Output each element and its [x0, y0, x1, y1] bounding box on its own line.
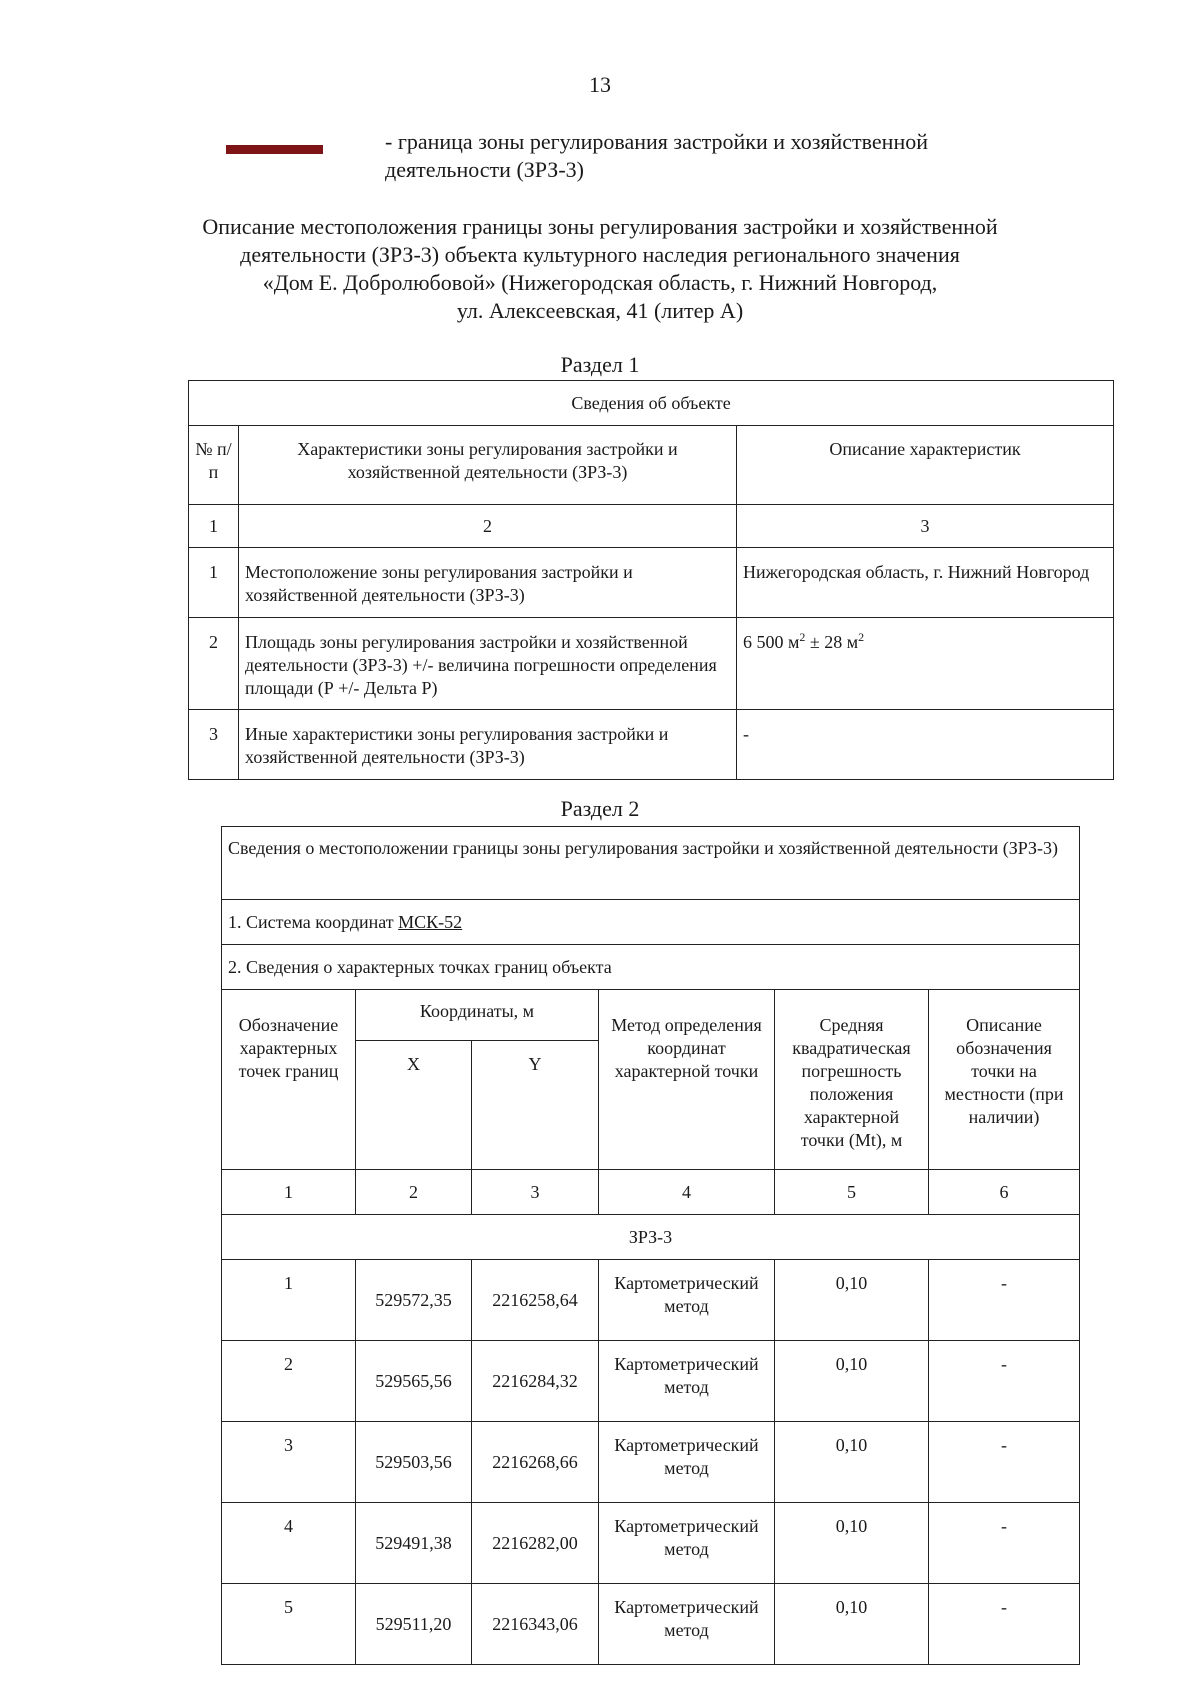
area-tolerance: ± 28 м [805, 632, 859, 652]
point-method: Картометрический метод [599, 1341, 775, 1422]
boundary-description [140, 213, 1060, 325]
row-value [737, 618, 1114, 710]
table-row [189, 548, 1114, 618]
page-number: 13 [589, 72, 611, 97]
point-id: 4 [222, 1503, 356, 1584]
point-x: 529503,56 [356, 1422, 472, 1503]
section2-title: Раздел 2 [560, 796, 640, 821]
point-method: Картометрический метод [599, 1584, 775, 1665]
header-characteristic: Характеристики зоны регулирования застройки и хозяйственной деятельности (ЗРЗ-3) [239, 426, 737, 505]
col-number: 1 [189, 505, 239, 548]
point-mt: 0,10 [775, 1503, 929, 1584]
table-row [222, 1260, 1080, 1341]
point-method: Картометрический метод [599, 1260, 775, 1341]
table-row [189, 618, 1114, 710]
point-x: 529511,20 [356, 1584, 472, 1665]
points-label: 2. Сведения о характерных точках границ объекта [222, 945, 1080, 990]
header-terrain: Описание обозначения точки на местности (при наличии) [929, 990, 1080, 1170]
header-method: Метод определения координат характерной точки [599, 990, 775, 1170]
header-num: № п/п [189, 426, 239, 505]
object-info-table [188, 380, 1114, 780]
point-id: 1 [222, 1260, 356, 1341]
description-line-1: Описание местоположения границы зоны регулирования застройки и хозяйственной [202, 214, 998, 239]
point-y: 2216284,32 [472, 1341, 599, 1422]
header-x: X [356, 1041, 472, 1170]
point-x: 529491,38 [356, 1503, 472, 1584]
row-value: Нижегородская область, г. Нижний Новгород [737, 548, 1114, 618]
col-number: 4 [599, 1170, 775, 1215]
point-y: 2216343,06 [472, 1584, 599, 1665]
row-characteristic: Местоположение зоны регулирования застройки и хозяйственной деятельности (ЗРЗ-3) [239, 548, 737, 618]
header-error: Средняя квадратическая погрешность положения характерной точки (Mt), м [775, 990, 929, 1170]
row-num: 1 [189, 548, 239, 618]
table-row [222, 1341, 1080, 1422]
coordinate-system-label: 1. Система координат [228, 911, 399, 932]
point-terrain: - [929, 1341, 1080, 1422]
legend-text: - граница зоны регулирования застройки и хозяйственной деятельности (ЗРЗ-3) [385, 129, 928, 182]
header-coords: Координаты, м [356, 990, 599, 1041]
row-num: 3 [189, 710, 239, 780]
coordinate-system [222, 900, 1080, 945]
col-number: 2 [239, 505, 737, 548]
point-id: 2 [222, 1341, 356, 1422]
col-number: 3 [737, 505, 1114, 548]
row-value: - [737, 710, 1114, 780]
point-method: Картометрический метод [599, 1422, 775, 1503]
description-line-2: деятельности (ЗРЗ-3) объекта культурного наследия регионального значения [240, 242, 960, 267]
legend-line-swatch [226, 145, 323, 154]
table-row [222, 1584, 1080, 1665]
point-id: 5 [222, 1584, 356, 1665]
description-line-3: «Дом Е. Добролюбовой» (Нижегородская область, г. Нижний Новгород, [262, 270, 938, 295]
point-mt: 0,10 [775, 1341, 929, 1422]
point-id: 3 [222, 1422, 356, 1503]
col-number: 3 [472, 1170, 599, 1215]
header-designation: Обозначение характерных точек границ [222, 990, 356, 1170]
header-y: Y [472, 1041, 599, 1170]
point-terrain: - [929, 1503, 1080, 1584]
point-mt: 0,10 [775, 1584, 929, 1665]
zone-label: ЗРЗ-3 [222, 1215, 1080, 1260]
table-row [222, 1503, 1080, 1584]
row-num: 2 [189, 618, 239, 710]
point-y: 2216268,66 [472, 1422, 599, 1503]
table-title: Сведения об объекте [189, 381, 1114, 426]
col-number: 6 [929, 1170, 1080, 1215]
point-x: 529565,56 [356, 1341, 472, 1422]
col-number: 2 [356, 1170, 472, 1215]
point-x: 529572,35 [356, 1260, 472, 1341]
point-terrain: - [929, 1584, 1080, 1665]
boundary-points-table [221, 826, 1080, 1665]
point-method: Картометрический метод [599, 1503, 775, 1584]
row-characteristic: Иные характеристики зоны регулирования застройки и хозяйственной деятельности (ЗРЗ-3) [239, 710, 737, 780]
point-terrain: - [929, 1422, 1080, 1503]
description-line-4: ул. Алексеевская, 41 (литер А) [456, 298, 744, 323]
table-row [222, 1422, 1080, 1503]
point-y: 2216258,64 [472, 1260, 599, 1341]
row-characteristic: Площадь зоны регулирования застройки и хозяйственной деятельности (ЗРЗ-3) +/- величина погрешности определения площади (Р +/- Дельта Р) [239, 618, 737, 710]
area-value: 6 500 м [743, 632, 800, 652]
coordinate-system-value: МСК-52 [398, 911, 463, 932]
header-description: Описание характеристик [737, 426, 1114, 505]
table-row [189, 710, 1114, 780]
area-unit-exponent: 2 [799, 630, 806, 644]
table-title: Сведения о местоположении границы зоны регулирования застройки и хозяйственной деятельности (ЗРЗ-3) [222, 827, 1080, 900]
col-number: 1 [222, 1170, 356, 1215]
section1-title: Раздел 1 [560, 352, 640, 377]
point-y: 2216282,00 [472, 1503, 599, 1584]
col-number: 5 [775, 1170, 929, 1215]
point-mt: 0,10 [775, 1422, 929, 1503]
tolerance-unit-exponent: 2 [858, 630, 865, 644]
point-terrain: - [929, 1260, 1080, 1341]
point-mt: 0,10 [775, 1260, 929, 1341]
